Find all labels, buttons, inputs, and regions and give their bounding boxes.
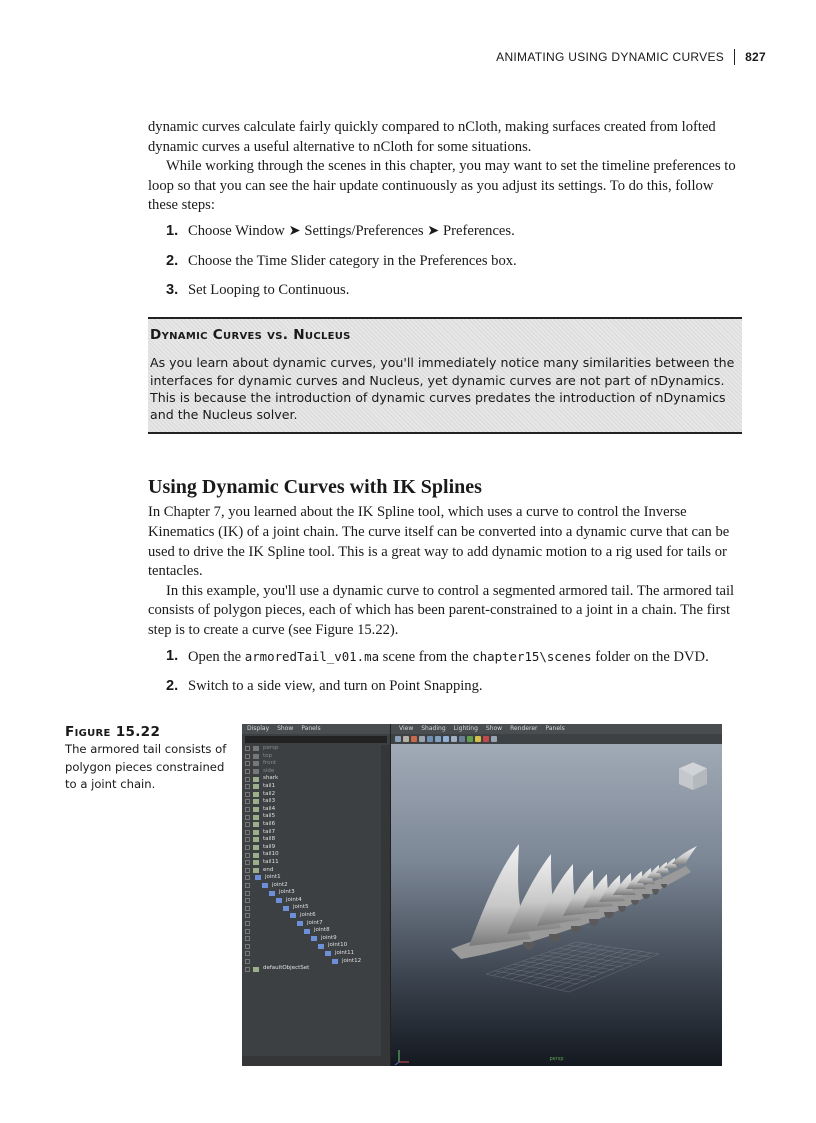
step-text: Switch to a side view, and turn on Point Snapping. bbox=[188, 678, 483, 695]
camera-name-label: persp bbox=[549, 1056, 564, 1062]
transform-icon bbox=[253, 769, 259, 774]
expand-toggle-icon[interactable] bbox=[245, 959, 250, 964]
transform-icon bbox=[253, 837, 259, 842]
menu-show[interactable]: Show bbox=[485, 725, 503, 732]
expand-toggle-icon[interactable] bbox=[245, 822, 250, 827]
outliner-item-label: end bbox=[263, 866, 274, 873]
running-header bbox=[496, 49, 766, 65]
menu-lighting[interactable]: Lighting bbox=[453, 725, 478, 732]
xray-icon[interactable] bbox=[475, 736, 481, 742]
list-item bbox=[166, 252, 742, 272]
expand-toggle-icon[interactable] bbox=[245, 936, 250, 941]
list-item bbox=[166, 677, 742, 697]
ground-grid bbox=[486, 942, 659, 992]
expand-toggle-icon[interactable] bbox=[245, 815, 250, 820]
outliner-item-label: joint4 bbox=[286, 896, 302, 903]
menu-panels[interactable]: Panels bbox=[545, 725, 565, 732]
outliner-item-label: joint10 bbox=[328, 942, 348, 949]
expand-toggle-icon[interactable] bbox=[245, 769, 250, 774]
expand-toggle-icon[interactable] bbox=[245, 792, 250, 797]
outliner-item[interactable] bbox=[242, 867, 380, 875]
joint-icon bbox=[276, 898, 282, 903]
joint-icon bbox=[297, 921, 303, 926]
outliner-item-label: shark bbox=[263, 775, 279, 782]
outliner-item[interactable] bbox=[242, 806, 380, 814]
outliner-item[interactable] bbox=[242, 965, 380, 973]
outliner-item[interactable] bbox=[242, 958, 380, 966]
figure-label: Figure 15.22 bbox=[65, 724, 161, 740]
outliner-horizontal-scrollbar[interactable] bbox=[242, 1056, 390, 1066]
expand-toggle-icon[interactable] bbox=[245, 784, 250, 789]
menu-renderer[interactable]: Renderer bbox=[510, 725, 538, 732]
outliner-item[interactable] bbox=[242, 821, 380, 829]
outliner-item-label: joint5 bbox=[293, 904, 309, 911]
paragraph: dynamic curves calculate fairly quickly compared to nCloth, making surfaces created from lofted dynamic curves a useful alternative to nCloth for some situations. bbox=[148, 119, 716, 155]
outliner-item[interactable] bbox=[242, 927, 380, 935]
expand-toggle-icon[interactable] bbox=[245, 807, 250, 812]
outliner-item-label: tail7 bbox=[263, 828, 276, 835]
transform-icon bbox=[253, 822, 259, 827]
expand-toggle-icon[interactable] bbox=[245, 951, 250, 956]
outliner-panel bbox=[242, 724, 391, 1066]
select-camera-icon[interactable] bbox=[403, 736, 409, 742]
outliner-item[interactable] bbox=[242, 791, 380, 799]
shadows-icon[interactable] bbox=[459, 736, 465, 742]
outliner-item[interactable] bbox=[242, 897, 380, 905]
outliner-item[interactable] bbox=[242, 768, 380, 776]
transform-icon bbox=[253, 868, 259, 873]
expand-toggle-icon[interactable] bbox=[245, 761, 250, 766]
wireframe-icon[interactable] bbox=[427, 736, 433, 742]
outliner-search-input[interactable] bbox=[245, 736, 387, 743]
step-text: Open the armoredTail_v01.ma scene from the chapter15\scenes folder on the DVD. bbox=[188, 648, 709, 665]
outliner-item-label: tail4 bbox=[263, 805, 276, 812]
outliner-item[interactable] bbox=[242, 935, 380, 943]
outliner-item[interactable] bbox=[242, 783, 380, 791]
figure-caption-text: The armored tail consists of polygon pieces constrained to a joint chain. bbox=[65, 742, 227, 792]
lights-icon[interactable] bbox=[451, 736, 457, 742]
outliner-item[interactable] bbox=[242, 859, 380, 867]
outliner-item-label: joint7 bbox=[307, 919, 323, 926]
xray-joints-icon[interactable] bbox=[483, 736, 489, 742]
outliner-item[interactable] bbox=[242, 760, 380, 768]
folder-path: chapter15\scenes bbox=[472, 648, 592, 664]
outliner-menu-bar bbox=[242, 724, 390, 734]
outliner-item[interactable] bbox=[242, 753, 380, 761]
expand-toggle-icon[interactable] bbox=[245, 929, 250, 934]
expand-toggle-icon[interactable] bbox=[245, 777, 250, 782]
step-number: 1. bbox=[166, 222, 179, 239]
outliner-item-label: front bbox=[263, 760, 277, 767]
outliner-item-label: joint11 bbox=[335, 950, 355, 957]
outliner-item[interactable] bbox=[242, 844, 380, 852]
outliner-item[interactable] bbox=[242, 882, 380, 890]
menu-panels[interactable]: Panels bbox=[301, 725, 321, 732]
expand-toggle-icon[interactable] bbox=[245, 944, 250, 949]
expand-toggle-icon[interactable] bbox=[245, 837, 250, 842]
outliner-item-label: joint9 bbox=[321, 934, 337, 941]
outliner-item-label: tail6 bbox=[263, 820, 276, 827]
joint-icon bbox=[269, 891, 275, 896]
hud-icon[interactable] bbox=[491, 736, 497, 742]
paragraph: In Chapter 7, you learned about the IK Spline tool, which uses a curve to control the Inverse Kinematics (IK) of a joint chain. The curve itself can be converted into a dynamic curve that can be used to drive the IK Spline tool. This is a great way to add dynamic motion to a rig used for tails or tentacles. bbox=[148, 504, 730, 580]
expand-toggle-icon[interactable] bbox=[245, 868, 250, 873]
transform-icon bbox=[253, 784, 259, 789]
page-number: 827 bbox=[745, 50, 766, 64]
viewport-menu-bar bbox=[391, 724, 722, 734]
step-number: 1. bbox=[166, 647, 179, 664]
outliner-item[interactable] bbox=[242, 889, 380, 897]
transform-icon bbox=[253, 761, 259, 766]
expand-toggle-icon[interactable] bbox=[245, 830, 250, 835]
viewport-panel[interactable] bbox=[391, 724, 722, 1066]
expand-toggle-icon[interactable] bbox=[245, 754, 250, 759]
smooth-shade-icon[interactable] bbox=[435, 736, 441, 742]
outliner-item[interactable] bbox=[242, 874, 380, 882]
transform-icon bbox=[253, 792, 259, 797]
expand-toggle-icon[interactable] bbox=[245, 913, 250, 918]
step-number: 3. bbox=[166, 282, 179, 299]
outliner-item-label: joint1 bbox=[265, 874, 281, 881]
transform-icon bbox=[253, 807, 259, 812]
outliner-item[interactable] bbox=[242, 829, 380, 837]
outliner-scrollbar[interactable] bbox=[381, 745, 390, 1056]
outliner-item[interactable] bbox=[242, 851, 380, 859]
outliner-item[interactable] bbox=[242, 813, 380, 821]
menu-show[interactable]: Show bbox=[277, 725, 294, 732]
expand-toggle-icon[interactable] bbox=[245, 875, 250, 880]
transform-icon bbox=[253, 830, 259, 835]
steps-list bbox=[148, 647, 742, 697]
joint-icon bbox=[262, 883, 268, 888]
viewport-toolbar bbox=[391, 734, 722, 744]
armored-tail-model[interactable] bbox=[451, 844, 697, 959]
bookmark-icon[interactable] bbox=[411, 736, 417, 742]
outliner-item[interactable] bbox=[242, 950, 380, 958]
outliner-item[interactable] bbox=[242, 904, 380, 912]
transform-icon bbox=[253, 853, 259, 858]
menu-display[interactable]: Display bbox=[247, 725, 270, 732]
expand-toggle-icon[interactable] bbox=[245, 967, 250, 972]
joint-icon bbox=[332, 959, 338, 964]
outliner-item[interactable] bbox=[242, 942, 380, 950]
sidebar-text: As you learn about dynamic curves, you'll immediately notice many similarities between the interfaces for dynamic curves and Nucleus, yet dynamic curves are not part of nDynamics. This is because the introduction of dynamic curves predates the introduction of nDynamics and the Nucleus solver. bbox=[150, 355, 735, 423]
outliner-item-label: persp bbox=[263, 745, 279, 751]
outliner-item-label: tail2 bbox=[263, 790, 276, 797]
joint-icon bbox=[311, 936, 317, 941]
grid-icon[interactable] bbox=[419, 736, 425, 742]
transform-icon bbox=[253, 815, 259, 820]
sidebar-box bbox=[148, 317, 742, 434]
camera-icon[interactable] bbox=[395, 736, 401, 742]
step-text: Choose the Time Slider category in the Preferences box. bbox=[188, 252, 517, 269]
outliner-item-label: tail1 bbox=[263, 782, 276, 789]
transform-icon bbox=[253, 860, 259, 865]
step-text: Set Looping to Continuous. bbox=[188, 282, 350, 299]
expand-toggle-icon[interactable] bbox=[245, 860, 250, 865]
outliner-item[interactable] bbox=[242, 912, 380, 920]
paragraph: In this example, you'll use a dynamic curve to control a segmented armored tail. The armored tail consists of polygon pieces, each of which has been parent-constrained to a joint in a chain. The first step is to create a curve (see Figure 15.22). bbox=[148, 582, 735, 638]
outliner-item-label: defaultObjectSet bbox=[263, 965, 310, 972]
paragraph: While working through the scenes in this chapter, you may want to set the timeline preferences to loop so that you can see the hair update continuously as you adjust its settings. To do this, follow these steps: bbox=[148, 158, 736, 214]
outliner-item-label: joint8 bbox=[314, 927, 330, 934]
expand-toggle-icon[interactable] bbox=[245, 906, 250, 911]
outliner-item-label: tail11 bbox=[263, 858, 279, 865]
main-content bbox=[148, 118, 742, 707]
joint-icon bbox=[304, 929, 310, 934]
list-item bbox=[166, 222, 742, 242]
transform-icon bbox=[253, 777, 259, 782]
texture-icon[interactable] bbox=[443, 736, 449, 742]
transform-icon bbox=[253, 754, 259, 759]
transform-icon bbox=[253, 967, 259, 972]
outliner-item[interactable] bbox=[242, 920, 380, 928]
joint-icon bbox=[283, 906, 289, 911]
transform-icon bbox=[253, 799, 259, 804]
section-heading: Using Dynamic Curves with IK Splines bbox=[148, 475, 482, 498]
outliner-item-label: side bbox=[263, 767, 275, 774]
expand-toggle-icon[interactable] bbox=[245, 891, 250, 896]
expand-toggle-icon[interactable] bbox=[245, 799, 250, 804]
outliner-item-label: tail5 bbox=[263, 813, 276, 820]
outliner-item[interactable] bbox=[242, 836, 380, 844]
expand-toggle-icon[interactable] bbox=[245, 746, 250, 751]
outliner-item-label: joint6 bbox=[300, 912, 316, 919]
transform-icon bbox=[253, 746, 259, 751]
joint-icon bbox=[325, 951, 331, 956]
steps-list bbox=[148, 222, 742, 301]
outliner-item-label: tail3 bbox=[263, 798, 276, 805]
joint-icon bbox=[255, 875, 261, 880]
expand-toggle-icon[interactable] bbox=[245, 898, 250, 903]
outliner-item-label: joint3 bbox=[279, 889, 295, 896]
transform-icon bbox=[253, 845, 259, 850]
expand-toggle-icon[interactable] bbox=[245, 883, 250, 888]
joint-icon bbox=[290, 913, 296, 918]
outliner-item-label: joint12 bbox=[342, 957, 362, 964]
outliner-item[interactable] bbox=[242, 745, 380, 753]
list-item bbox=[166, 647, 742, 668]
menu-shading[interactable]: Shading bbox=[421, 725, 446, 732]
sidebar-title: Dynamic Curves vs. Nucleus bbox=[150, 326, 351, 343]
figure-caption bbox=[65, 724, 237, 794]
outliner-item-label: tail10 bbox=[263, 851, 279, 858]
view-cube-icon[interactable] bbox=[679, 762, 707, 790]
file-name: armoredTail_v01.ma bbox=[244, 648, 380, 664]
step-number: 2. bbox=[166, 678, 179, 695]
outliner-item[interactable] bbox=[242, 798, 380, 806]
outliner-item-label: tail9 bbox=[263, 843, 276, 850]
list-item bbox=[166, 281, 742, 301]
outliner-item-label: top bbox=[263, 752, 273, 759]
step-text: Choose Window ➤ Settings/Preferences ➤ Preferences. bbox=[188, 222, 515, 239]
step-number: 2. bbox=[166, 252, 179, 269]
figure-screenshot bbox=[242, 724, 722, 1066]
outliner-list bbox=[242, 745, 380, 973]
isolate-icon[interactable] bbox=[467, 736, 473, 742]
expand-toggle-icon[interactable] bbox=[245, 921, 250, 926]
menu-view[interactable]: View bbox=[399, 725, 414, 732]
header-divider bbox=[734, 49, 735, 65]
outliner-item[interactable] bbox=[242, 775, 380, 783]
outliner-item-label: tail8 bbox=[263, 836, 276, 843]
expand-toggle-icon[interactable] bbox=[245, 845, 250, 850]
viewport-scene bbox=[391, 744, 722, 1066]
section-title: ANIMATING USING DYNAMIC CURVES bbox=[496, 50, 725, 64]
joint-icon bbox=[318, 944, 324, 949]
outliner-item-label: joint2 bbox=[272, 881, 288, 888]
expand-toggle-icon[interactable] bbox=[245, 853, 250, 858]
